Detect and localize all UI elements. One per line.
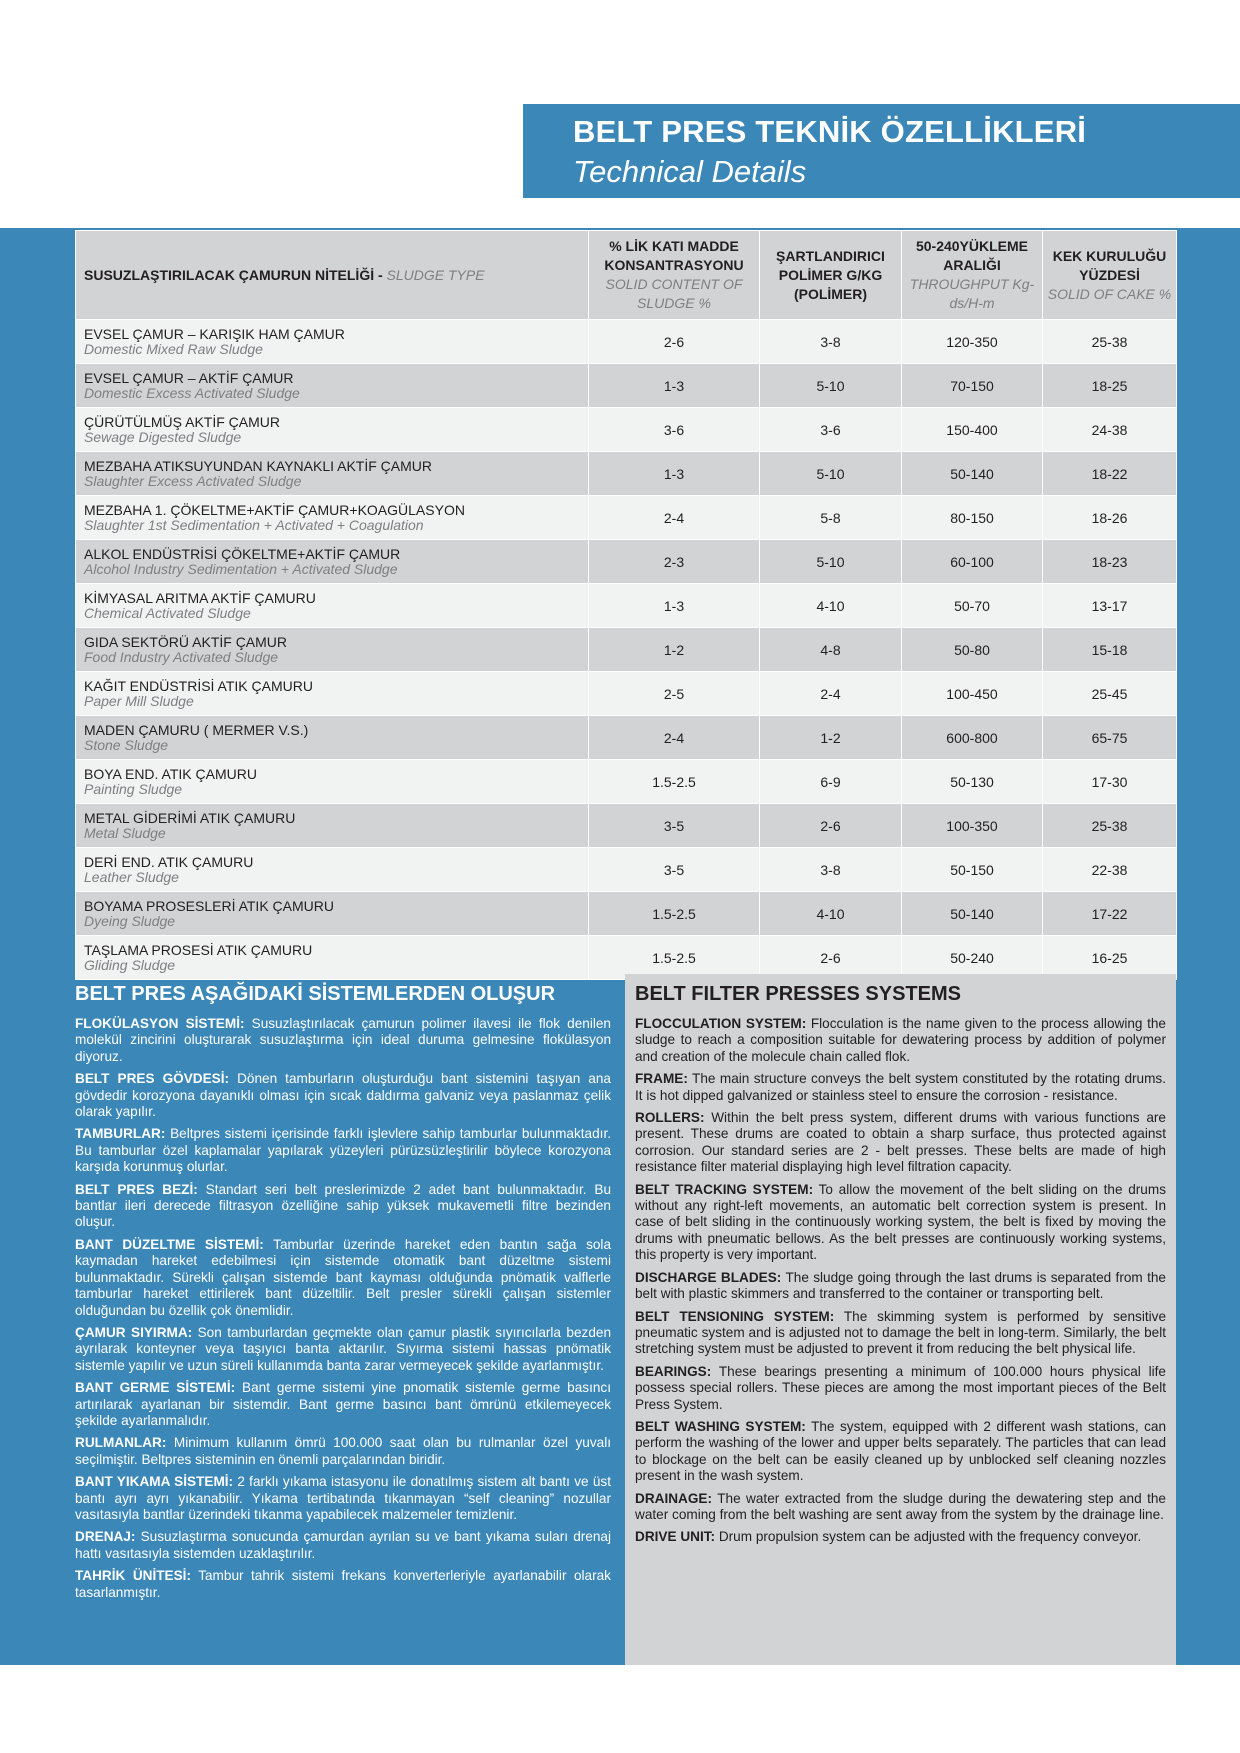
cell-sludge-type (76, 716, 589, 760)
cell-cake: 65-75 (1043, 716, 1177, 760)
cell-throughput: 50-140 (902, 452, 1043, 496)
sludge-type-en: Leather Sludge (84, 868, 179, 885)
system-text: Tamburlar üzerinde hareket eden bantın sağa sola kaymadan hareket edebilmesi için sistemde otomatik bant düzeltme sistemi bulunmaktadır. Sürekli çalışan sistemde bant kayması olduğunda pnömatik valflerle tamburlar hareket ettirilerek bant düzeltilir. Belt presler sürekli çalışan sistemler olduğundan bu özellik çok önemlidir. (75, 1236, 612, 1318)
system-paragraph (635, 1364, 1166, 1413)
sludge-type-en: Domestic Mixed Raw Sludge (84, 340, 263, 357)
cell-solid: 1.5-2.5 (589, 936, 760, 980)
cell-polymer: 3-8 (760, 320, 902, 364)
system-paragraph (75, 1071, 611, 1120)
table-row (76, 804, 1177, 848)
system-text: Standart seri belt preslerimizde 2 adet bant bulunmaktadır. Bu bantlar ileri derecede filtrasyon özelliğine sahip yüksek mukavemetli filtre bezinden oluşur. (75, 1181, 612, 1230)
systems-tr-title: BELT PRES AŞAĞIDAKİ SİSTEMLERDEN OLUŞUR (75, 983, 556, 1005)
system-paragraph (75, 1325, 611, 1374)
system-text: The skimming system is performed by sensitive pneumatic system and is adjusted not to damage the belt in long-term. Similarly, the belt stretching system must be adjusted to prevent it from reducing the belt physical life. (635, 1308, 1167, 1357)
sludge-type-tr: MADEN ÇAMURU ( MERMER V.S.) (84, 721, 309, 738)
cell-cake: 18-26 (1043, 496, 1177, 540)
system-paragraph (635, 1071, 1166, 1104)
cell-solid: 3-6 (589, 408, 760, 452)
header-cake-tr: KEK KURULUĞU YÜZDESİ (1052, 247, 1167, 283)
cell-cake: 16-25 (1043, 936, 1177, 980)
table-row (76, 672, 1177, 716)
table-row (76, 452, 1177, 496)
cell-sludge-type (76, 408, 589, 452)
cell-cake: 15-18 (1043, 628, 1177, 672)
system-text: The water extracted from the sludge during the dewatering step and the water coming from the belt washing are sent away from the system by the drainage line. (635, 1490, 1166, 1522)
header-sludge-type (76, 231, 589, 320)
system-paragraph (635, 1110, 1166, 1176)
system-text: Beltpres sistemi içerisinde farklı işlevlere sahip tamburlar bulunmaktadır. Bu tamburlar özel kaplamalar yapılarak yüzeyleri pürüzsüzleştirilir böylece korozyona karşıda korunmuş olurlar. (75, 1126, 611, 1175)
system-paragraph (75, 1568, 611, 1601)
system-text: To allow the movement of the belt sliding on the drums without any right-left movements, an automatic belt correction system is present. In case of belt sliding in the continuously working system, the belt is fixed by moving the drums with pneumatic bellows. As the belt presses are continuously working systems, this property is very important. (635, 1181, 1166, 1263)
system-paragraph (75, 1126, 611, 1175)
cell-cake: 25-45 (1043, 672, 1177, 716)
cell-polymer: 5-10 (760, 452, 902, 496)
system-text: Tambur tahrik sistemi frekans konverterleriyle ayarlanabilir olarak tasarlanmıştır. (75, 1568, 611, 1600)
sludge-type-tr: MEZBAHA 1. ÇÖKELTME+AKTİF ÇAMUR+KOAGÜLASYON (84, 501, 465, 518)
header-cake-en: SOLID OF CAKE % (1047, 285, 1172, 302)
header-polymer-tr: ŞARTLANDIRICI POLİMER G/KG (POLİMER) (776, 247, 885, 302)
system-label: BELT WASHING SYSTEM: (635, 1418, 806, 1434)
system-paragraph (75, 1380, 611, 1429)
title-banner (523, 104, 1240, 198)
system-paragraph (635, 1016, 1166, 1065)
cell-polymer: 3-6 (760, 408, 902, 452)
sludge-type-tr: ÇÜRÜTÜLMÜŞ AKTİF ÇAMUR (84, 413, 281, 430)
cell-throughput: 50-130 (902, 760, 1043, 804)
system-label: TAMBURLAR: (75, 1126, 166, 1142)
sludge-type-tr: TAŞLAMA PROSESİ ATIK ÇAMURU (84, 941, 313, 958)
cell-throughput: 50-140 (902, 892, 1043, 936)
table-row (76, 364, 1177, 408)
sludge-type-en: Paper Mill Sludge (84, 692, 194, 709)
system-text: 2 farklı yıkama istasyonu ile donatılmış sistem alt bantı ve üst bantı ayrı ayrı yıkanabilir. Yıkama tertibatında tıkanmayan “self cleaning” nozullar vasıtasıyla bantlar üzerindeki tıkanma yapabilecek malzemeler temizlenir. (75, 1474, 611, 1522)
sludge-type-en: Dyeing Sludge (84, 912, 176, 929)
system-paragraph (75, 1182, 611, 1231)
table-row (76, 584, 1177, 628)
cell-polymer: 1-2 (760, 716, 902, 760)
cell-polymer: 4-8 (760, 628, 902, 672)
system-label: BANT GERME SİSTEMİ: (75, 1380, 236, 1396)
system-label: BANT DÜZELTME SİSTEMİ: (75, 1236, 264, 1252)
cell-sludge-type (76, 672, 589, 716)
cell-cake: 18-25 (1043, 364, 1177, 408)
system-paragraph (635, 1491, 1166, 1524)
cell-sludge-type (76, 760, 589, 804)
table-row (76, 628, 1177, 672)
cell-solid: 2-3 (589, 540, 760, 584)
cell-sludge-type (76, 496, 589, 540)
page-title: BELT PRES TEKNİK ÖZELLİKLERİ (573, 114, 1087, 149)
system-paragraph (75, 1237, 611, 1319)
system-text: Susuzlaştırılacak çamurun polimer ilavesi ile flok denilen molekül zincirini oluşturarak susuzlaştırma için ideal duruma gelmesine flokülasyon diyoruz. (75, 1016, 611, 1064)
sludge-type-tr: BOYA END. ATIK ÇAMURU (84, 765, 257, 782)
sludge-type-tr: GIDA SEKTÖRÜ AKTİF ÇAMUR (84, 633, 288, 650)
system-label: FLOCCULATION SYSTEM: (635, 1016, 807, 1031)
sludge-type-en: Slaughter 1st Sedimentation + Activated + Coagulation (84, 516, 424, 533)
sludge-type-en: Painting Sludge (84, 780, 183, 797)
system-label: DRENAJ: (75, 1529, 136, 1545)
cell-cake: 25-38 (1043, 320, 1177, 364)
cell-throughput: 50-80 (902, 628, 1043, 672)
system-paragraph (635, 1182, 1166, 1264)
cell-cake: 25-38 (1043, 804, 1177, 848)
cell-cake: 18-23 (1043, 540, 1177, 584)
system-text: Flocculation is the name given to the process allowing the sludge to reach a composition suitable for dewatering process by addition of polymer and creation of the molecule chain called flok. (635, 1016, 1166, 1064)
table-row (76, 848, 1177, 892)
cell-throughput: 70-150 (902, 364, 1043, 408)
system-paragraph (75, 1435, 611, 1468)
system-label: RULMANLAR: (75, 1435, 167, 1451)
cell-throughput: 150-400 (902, 408, 1043, 452)
header-sludge-type-tr: SUSUZLAŞTIRILACAK ÇAMURUN NİTELİĞİ - (84, 266, 383, 283)
cell-solid: 2-4 (589, 496, 760, 540)
cell-solid: 2-5 (589, 672, 760, 716)
header-solid-tr: % LİK KATI MADDE KONSANTRASYONU (604, 238, 744, 273)
sludge-type-en: Gliding Sludge (84, 956, 176, 973)
sludge-type-tr: ALKOL ENDÜSTRİSİ ÇÖKELTME+AKTİF ÇAMUR (84, 545, 401, 562)
cell-polymer: 5-10 (760, 364, 902, 408)
sludge-type-tr: EVSEL ÇAMUR – AKTİF ÇAMUR (84, 369, 294, 386)
table-row (76, 496, 1177, 540)
system-label: BANT YIKAMA SİSTEMİ: (75, 1474, 234, 1490)
cell-polymer: 5-10 (760, 540, 902, 584)
cell-throughput: 50-150 (902, 848, 1043, 892)
header-throughput (902, 231, 1043, 320)
system-text: Dönen tamburların oluşturduğu bant sistemini taşıyan ana gövdedir korozyona dayanıklı olması için sıcak daldırma galvaniz veya paslanmaz çelik olarak yapılır. (75, 1071, 611, 1120)
sludge-type-tr: MEZBAHA ATIKSUYUNDAN KAYNAKLI AKTİF ÇAMUR (84, 457, 432, 474)
sludge-type-tr: METAL GİDERİMİ ATIK ÇAMURU (84, 809, 296, 826)
sludge-type-en: Slaughter Excess Activated Sludge (84, 472, 302, 489)
cell-solid: 3-5 (589, 848, 760, 892)
system-paragraph (635, 1529, 1166, 1545)
system-paragraph (75, 1529, 611, 1562)
table-header-row (76, 231, 1177, 320)
system-paragraph (635, 1309, 1166, 1358)
header-throughput-en: THROUGHPUT Kg-ds/H-m (909, 276, 1035, 311)
system-text: Son tamburlardan geçmekte olan çamur plastik sıyırıcılarla bezden ayrılarak konteyner veya taşıyıcı banta aktarılır. Sıyırma sistemi hassas pnömatik sistemle yapılır ve uzun süreli kullanımda banta zarar vermeyecek şekilde ayarlanmıştır. (75, 1324, 611, 1373)
sludge-type-tr: BOYAMA PROSESLERİ ATIK ÇAMURU (84, 897, 334, 914)
cell-polymer: 4-10 (760, 584, 902, 628)
cell-polymer: 4-10 (760, 892, 902, 936)
spec-table (75, 230, 1177, 980)
table-row (76, 408, 1177, 452)
cell-sludge-type (76, 804, 589, 848)
cell-throughput: 50-70 (902, 584, 1043, 628)
cell-sludge-type (76, 540, 589, 584)
cell-polymer: 5-8 (760, 496, 902, 540)
cell-solid: 1-3 (589, 364, 760, 408)
cell-polymer: 2-6 (760, 936, 902, 980)
sludge-type-en: Alcohol Industry Sedimentation + Activated Sludge (84, 560, 398, 577)
cell-throughput: 600-800 (902, 716, 1043, 760)
cell-cake: 17-30 (1043, 760, 1177, 804)
table-row (76, 892, 1177, 936)
system-text: Drum propulsion system can be adjusted with the frequency conveyor. (715, 1529, 1142, 1545)
system-label: BELT TRACKING SYSTEM: (635, 1181, 814, 1197)
sludge-type-tr: KİMYASAL ARITMA AKTİF ÇAMURU (84, 589, 316, 606)
cell-polymer: 3-8 (760, 848, 902, 892)
sludge-type-en: Metal Sludge (84, 824, 166, 841)
system-label: BELT PRES BEZİ: (75, 1181, 198, 1197)
cell-sludge-type (76, 936, 589, 980)
cell-throughput: 60-100 (902, 540, 1043, 584)
header-polymer (760, 231, 902, 320)
cell-cake: 24-38 (1043, 408, 1177, 452)
cell-polymer: 2-6 (760, 804, 902, 848)
system-paragraph (75, 1016, 611, 1065)
system-text: Bant germe sistemi yine pnomatik sistemle germe basıncı artırılarak ayarlanan bir sistemdir. Bant germe basıncı bant ömrünü etkilemeyecek şekilde ayarlanmalıdır. (75, 1380, 611, 1428)
system-paragraph (75, 1474, 611, 1523)
systems-en-section (625, 974, 1176, 1665)
system-paragraph (635, 1419, 1166, 1485)
table-row (76, 936, 1177, 980)
system-text: The sludge going through the last drums is separated from the belt with plastic skimmers and transferred to the container or transporting belt. (635, 1269, 1166, 1302)
cell-solid: 1.5-2.5 (589, 892, 760, 936)
system-text: Susuzlaştırma sonucunda çamurdan ayrılan su ve bant yıkama suları drenaj hattı vasıtasıyla sistemden uzaklaştırılır. (75, 1529, 611, 1561)
cell-solid: 1-3 (589, 452, 760, 496)
sludge-type-tr: EVSEL ÇAMUR – KARIŞIK HAM ÇAMUR (84, 325, 345, 342)
cell-throughput: 100-450 (902, 672, 1043, 716)
header-sludge-type-en: SLUDGE TYPE (386, 266, 485, 283)
system-label: DRAINAGE: (635, 1490, 713, 1506)
system-label: ÇAMUR SIYIRMA: (75, 1324, 193, 1340)
sludge-type-en: Food Industry Activated Sludge (84, 648, 279, 665)
table-row (76, 320, 1177, 364)
cell-polymer: 2-4 (760, 672, 902, 716)
systems-tr-list (75, 1016, 611, 1601)
cell-sludge-type (76, 364, 589, 408)
system-text: The main structure conveys the belt system constituted by the rotating drums. It is hot dipped galvanized or stainless steel to ensure the corrosion - resistance. (635, 1071, 1166, 1103)
cell-throughput: 80-150 (902, 496, 1043, 540)
cell-cake: 13-17 (1043, 584, 1177, 628)
cell-throughput: 50-240 (902, 936, 1043, 980)
system-label: ROLLERS: (635, 1110, 705, 1126)
cell-sludge-type (76, 584, 589, 628)
system-label: BELT TENSIONING SYSTEM: (635, 1308, 835, 1324)
cell-sludge-type (76, 320, 589, 364)
cell-polymer: 6-9 (760, 760, 902, 804)
system-text: The system, equipped with 2 different wash stations, can perform the washing of the lower and upper belts separately. The particles that can lead to blockage on the belt can be easily cleaned up by unblocked self cleaning nozzles present in the wash system. (635, 1418, 1167, 1484)
system-label: DRIVE UNIT: (635, 1529, 716, 1545)
sludge-type-en: Sewage Digested Sludge (84, 428, 242, 445)
cell-solid: 1-2 (589, 628, 760, 672)
systems-en-list (635, 1016, 1166, 1546)
cell-solid: 1-3 (589, 584, 760, 628)
cell-sludge-type (76, 892, 589, 936)
cell-sludge-type (76, 848, 589, 892)
system-label: TAHRİK ÜNİTESİ: (75, 1568, 191, 1584)
cell-cake: 22-38 (1043, 848, 1177, 892)
systems-en-title: BELT FILTER PRESSES SYSTEMS (635, 983, 961, 1005)
cell-solid: 3-5 (589, 804, 760, 848)
header-cake (1043, 231, 1177, 320)
page-subtitle: Technical Details (573, 154, 807, 189)
cell-cake: 17-22 (1043, 892, 1177, 936)
system-text: Minimum kullanım ömrü 100.000 saat olan bu rulmanlar özel yuvalı seçilmiştir. Beltpres sisteminin en önemli parçalarından biridir. (75, 1435, 611, 1467)
header-solid-en: SOLID CONTENT OF SLUDGE % (605, 276, 743, 311)
system-label: FRAME: (635, 1071, 688, 1087)
system-label: DISCHARGE BLADES: (635, 1269, 782, 1285)
header-throughput-tr: 50-240YÜKLEME ARALIĞI (915, 238, 1029, 273)
cell-cake: 18-22 (1043, 452, 1177, 496)
cell-solid: 2-6 (589, 320, 760, 364)
system-label: BEARINGS: (635, 1363, 712, 1379)
sludge-type-en: Domestic Excess Activated Sludge (84, 384, 300, 401)
systems-tr-section (64, 974, 619, 1607)
sludge-type-en: Chemical Activated Sludge (84, 604, 251, 621)
system-label: BELT PRES GÖVDESİ: (75, 1071, 230, 1087)
system-text: These bearings presenting a minimum of 100.000 hours physical life possess special rollers. These pieces are among the most important pieces of the Belt Press System. (635, 1363, 1166, 1412)
sludge-type-en: Stone Sludge (84, 736, 169, 753)
cell-throughput: 100-350 (902, 804, 1043, 848)
cell-solid: 1.5-2.5 (589, 760, 760, 804)
table-row (76, 716, 1177, 760)
cell-sludge-type (76, 628, 589, 672)
cell-throughput: 120-350 (902, 320, 1043, 364)
table-row (76, 540, 1177, 584)
sludge-type-tr: DERİ END. ATIK ÇAMURU (84, 853, 254, 870)
header-solid (589, 231, 760, 320)
cell-sludge-type (76, 452, 589, 496)
sludge-type-tr: KAĞIT ENDÜSTRİSİ ATIK ÇAMURU (84, 677, 313, 694)
system-paragraph (635, 1270, 1166, 1303)
table-row (76, 760, 1177, 804)
cell-solid: 2-4 (589, 716, 760, 760)
system-text: Within the belt press system, different drums with various functions are present. These drums are coated to obtain a sharp surface, thus protected against corrosion. Our standard series are 2 - belt presses. These belts are made of high resistance filter material displaying high level filtration capacity. (635, 1110, 1166, 1175)
system-label: FLOKÜLASYON SİSTEMİ: (75, 1016, 245, 1031)
